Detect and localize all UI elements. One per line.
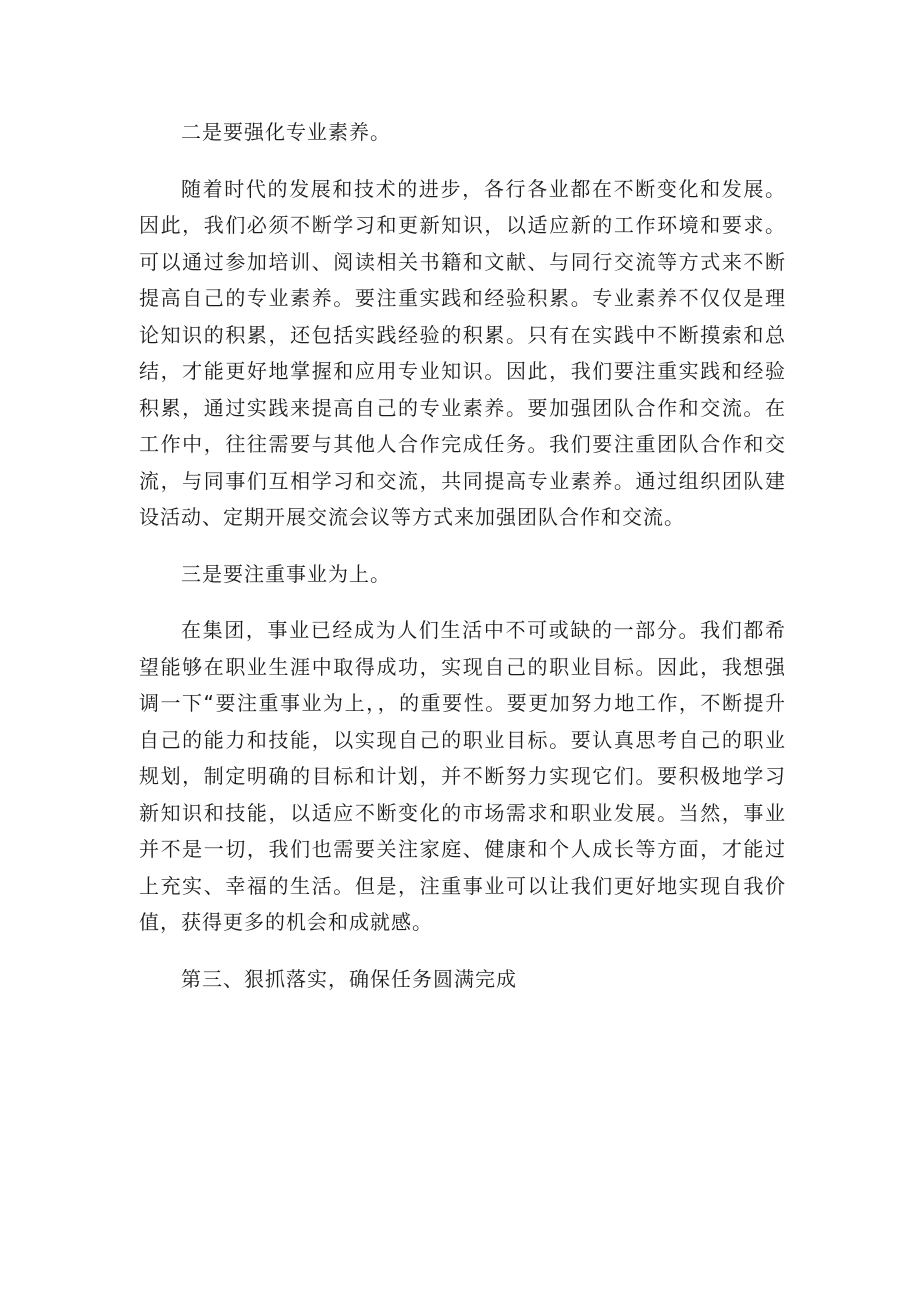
paragraph-career-first: 在集团，事业已经成为人们生活中不可或缺的一部分。我们都希望能够在职业生涯中取得成功，实现自己的职业目标。因此，我想强调一下“要注重事业为上，，的重要性。要更加努力地工作，不断提升自己的能力和技能，以实现自己的职业目标。要认真思考自己的职业规划，制定明确的目标和计划，并不断努力实现它们。要积极地学习新知识和技能，以适应不断变化的市场需求和职业发展。当然，事业并不是一切，我们也需要关注家庭、健康和个人成长等方面，才能过上充实、幸福的生活。但是，注重事业可以让我们更好地实现自我价值，获得更多的机会和成就感。 — [139, 618, 786, 934]
section-heading-professional-quality: 二是要强化专业素养。 — [181, 120, 391, 144]
paragraph-professional-quality: 随着时代的发展和技术的进步，各行各业都在不断变化和发展。因此，我们必须不断学习和更新知识，以适应新的工作环境和要求。可以通过参加培训、阅读相关书籍和文献、与同行交流等方式来不断提高自己的专业素养。要注重实践和经验积累。专业素养不仅仅是理论知识的积累，还包括实践经验的积累。只有在实践中不断摸索和总结，才能更好地掌握和应用专业知识。因此，我们要注重实践和经验积累，通过实践来提高自己的专业素养。要加强团队合作和交流。在工作中，往往需要与其他人合作完成任务。我们要注重团队合作和交流，与同事们互相学习和交流，共同提高专业素养。通过组织团队建设活动、定期开展交流会议等方式来加强团队合作和交流。 — [139, 176, 786, 529]
section-heading-implementation: 第三、狠抓落实，确保任务圆满完成 — [181, 966, 517, 991]
document-body — [139, 114, 786, 1017]
section-heading-career-first: 三是要注重事业为上。 — [181, 561, 391, 586]
